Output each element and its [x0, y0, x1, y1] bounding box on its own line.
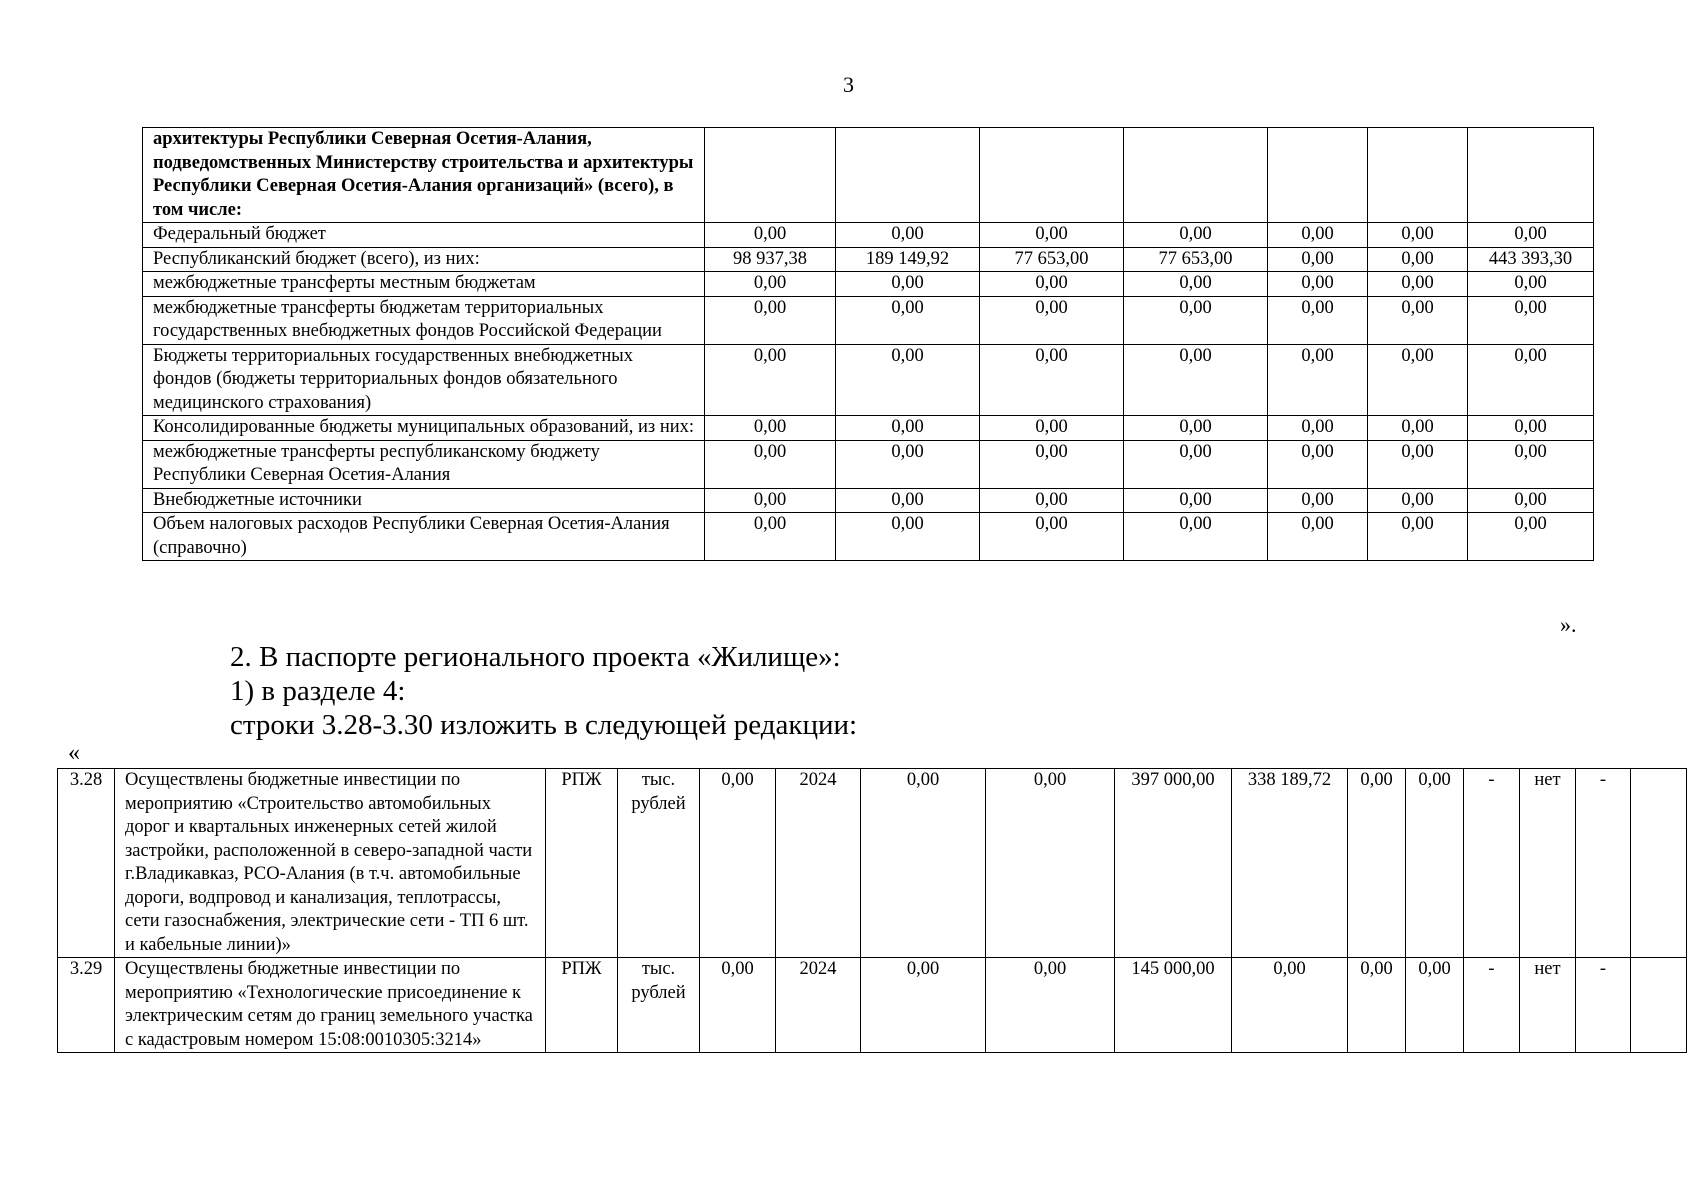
value-cell: - — [1576, 769, 1631, 958]
value-cell: 0,00 — [1268, 513, 1368, 561]
financing-header-text: архитектуры Республики Северная Осетия-Алания, подведомственных Министерству строительства и архитектуры Республики Северная Осетия-Алания организаций» (всего), в том числе: — [143, 128, 705, 223]
value-cell: 397 000,00 — [1115, 769, 1232, 958]
row-label: межбюджетные трансферты местным бюджетам — [143, 272, 705, 297]
table-row — [143, 488, 1594, 513]
value-cell: 0,00 — [1406, 958, 1464, 1053]
value-cell: - — [1576, 958, 1631, 1053]
value-cell: 0,00 — [836, 513, 980, 561]
project-rows — [58, 769, 1687, 1053]
value-cell: 0,00 — [1124, 344, 1268, 416]
value-cell: 98 937,38 — [705, 247, 836, 272]
value-cell: 443 393,30 — [1468, 247, 1594, 272]
value-cell: 0,00 — [986, 769, 1115, 958]
value-cell: 0,00 — [1124, 272, 1268, 297]
table-row — [143, 416, 1594, 441]
value-cell: 0,00 — [1468, 296, 1594, 344]
value-cell: 0,00 — [1124, 440, 1268, 488]
value-cell: 0,00 — [861, 769, 986, 958]
value-cell: 0,00 — [836, 440, 980, 488]
value-cell: 0,00 — [1368, 296, 1468, 344]
value-cell: 0,00 — [980, 513, 1124, 561]
value-cell: 0,00 — [700, 769, 776, 958]
value-cell: 145 000,00 — [1115, 958, 1232, 1053]
value-cell — [1631, 769, 1687, 958]
value-cell: 0,00 — [980, 223, 1124, 248]
value-cell: 2024 — [776, 769, 861, 958]
value-cell: 0,00 — [705, 223, 836, 248]
row-number: 3.29 — [58, 958, 115, 1053]
value-cell: 0,00 — [836, 223, 980, 248]
value-cell: 0,00 — [980, 488, 1124, 513]
value-cell: 0,00 — [980, 272, 1124, 297]
value-cell: 0,00 — [1368, 488, 1468, 513]
value-cell: 0,00 — [1468, 513, 1594, 561]
table-row — [143, 296, 1594, 344]
value-cell: 0,00 — [1124, 513, 1268, 561]
value-cell: 0,00 — [1124, 488, 1268, 513]
value-cell: 0,00 — [1368, 513, 1468, 561]
value-cell: тыс. рублей — [618, 958, 700, 1053]
value-cell: 0,00 — [1268, 488, 1368, 513]
row-label: межбюджетные трансферты республиканскому бюджету Республики Северная Осетия-Алания — [143, 440, 705, 488]
table-row — [143, 272, 1594, 297]
value-cell: 189 149,92 — [836, 247, 980, 272]
value-cell: 0,00 — [1268, 440, 1368, 488]
value-cell: 0,00 — [1268, 247, 1368, 272]
value-cell: 0,00 — [980, 416, 1124, 441]
value-cell: 0,00 — [1368, 440, 1468, 488]
row-label: Бюджеты территориальных государственных внебюджетных фондов (бюджеты территориальных фондов обязательного медицинского страхования) — [143, 344, 705, 416]
value-cell: 0,00 — [1468, 440, 1594, 488]
value-cell: 2024 — [776, 958, 861, 1053]
value-cell: 0,00 — [861, 958, 986, 1053]
value-cell: 0,00 — [705, 416, 836, 441]
value-cell: - — [1464, 769, 1520, 958]
value-cell: 0,00 — [1268, 416, 1368, 441]
value-cell: 0,00 — [1368, 344, 1468, 416]
table-row — [58, 769, 1687, 958]
value-cell: 0,00 — [836, 272, 980, 297]
value-cell: РПЖ — [546, 769, 618, 958]
paragraph-1: 2. В паспорте регионального проекта «Жилище»: — [230, 641, 841, 673]
value-cell: 0,00 — [1368, 223, 1468, 248]
value-cell: нет — [1520, 769, 1576, 958]
financing-table — [142, 127, 1594, 561]
opening-quote: « — [68, 740, 80, 766]
value-cell: 0,00 — [1468, 272, 1594, 297]
value-cell: тыс. рублей — [618, 769, 700, 958]
value-cell: 0,00 — [705, 296, 836, 344]
value-cell: 77 653,00 — [1124, 247, 1268, 272]
value-cell: 0,00 — [1468, 488, 1594, 513]
row-description: Осуществлены бюджетные инвестиции по мероприятию «Строительство автомобильных дорог и квартальных инженерных сетей жилой застройки, расположенной в северо-западной части г.Владикавказ, РСО-Алания (в т.ч. автомобильные дороги, водпровод и канализация, теплотрассы, сети газоснабжения, электрические сети - ТП 6 шт. и кабельные линии)» — [115, 769, 546, 958]
row-label: Объем налоговых расходов Республики Северная Осетия-Алания (справочно) — [143, 513, 705, 561]
table-row — [143, 513, 1594, 561]
row-label: Внебюджетные источники — [143, 488, 705, 513]
row-label: Консолидированные бюджеты муниципальных образований, из них: — [143, 416, 705, 441]
closing-quote: ». — [1560, 612, 1577, 637]
value-cell: 0,00 — [705, 344, 836, 416]
value-cell: 0,00 — [1268, 223, 1368, 248]
value-cell: 0,00 — [1348, 769, 1406, 958]
paragraph-2: 1) в разделе 4: — [230, 675, 406, 707]
value-cell: 0,00 — [1468, 344, 1594, 416]
page-number: 3 — [843, 72, 854, 97]
value-cell: 0,00 — [705, 488, 836, 513]
value-cell: 0,00 — [1368, 416, 1468, 441]
table-row — [143, 223, 1594, 248]
row-number: 3.28 — [58, 769, 115, 958]
row-label: Федеральный бюджет — [143, 223, 705, 248]
value-cell: 0,00 — [705, 440, 836, 488]
table-row — [58, 958, 1687, 1053]
paragraph-3: строки 3.28-3.30 изложить в следующей редакции: — [230, 709, 858, 741]
value-cell: 0,00 — [980, 440, 1124, 488]
value-cell: 0,00 — [1468, 416, 1594, 441]
value-cell: 0,00 — [1124, 416, 1268, 441]
value-cell: 0,00 — [980, 344, 1124, 416]
value-cell: 0,00 — [836, 488, 980, 513]
value-cell: 0,00 — [1232, 958, 1348, 1053]
row-label: межбюджетные трансферты бюджетам территориальных государственных внебюджетных фондов Российской Федерации — [143, 296, 705, 344]
value-cell: 0,00 — [1268, 272, 1368, 297]
value-cell: РПЖ — [546, 958, 618, 1053]
value-cell: 0,00 — [1406, 769, 1464, 958]
row-label: Республиканский бюджет (всего), из них: — [143, 247, 705, 272]
value-cell: 0,00 — [705, 272, 836, 297]
value-cell: 0,00 — [836, 344, 980, 416]
project-rows-table — [57, 768, 1687, 1053]
value-cell: - — [1464, 958, 1520, 1053]
row-description: Осуществлены бюджетные инвестиции по мероприятию «Технологические присоединение к электрическим сетям до границ земельного участка с кадастровым номером 15:08:0010305:3214» — [115, 958, 546, 1053]
value-cell: 0,00 — [836, 416, 980, 441]
value-cell: 0,00 — [1468, 223, 1594, 248]
value-cell: 77 653,00 — [980, 247, 1124, 272]
financing-rows — [143, 223, 1594, 561]
value-cell: 0,00 — [836, 296, 980, 344]
value-cell: 0,00 — [1268, 296, 1368, 344]
value-cell: 0,00 — [1348, 958, 1406, 1053]
table-row — [143, 247, 1594, 272]
table-row — [143, 440, 1594, 488]
value-cell: 0,00 — [980, 296, 1124, 344]
value-cell — [1631, 958, 1687, 1053]
value-cell: нет — [1520, 958, 1576, 1053]
table-row — [143, 344, 1594, 416]
value-cell: 0,00 — [1368, 272, 1468, 297]
value-cell: 0,00 — [1124, 223, 1268, 248]
value-cell: 0,00 — [705, 513, 836, 561]
value-cell: 0,00 — [700, 958, 776, 1053]
value-cell: 0,00 — [1124, 296, 1268, 344]
value-cell: 0,00 — [1368, 247, 1468, 272]
value-cell: 338 189,72 — [1232, 769, 1348, 958]
value-cell: 0,00 — [1268, 344, 1368, 416]
table-row-header — [143, 128, 1594, 223]
value-cell: 0,00 — [986, 958, 1115, 1053]
